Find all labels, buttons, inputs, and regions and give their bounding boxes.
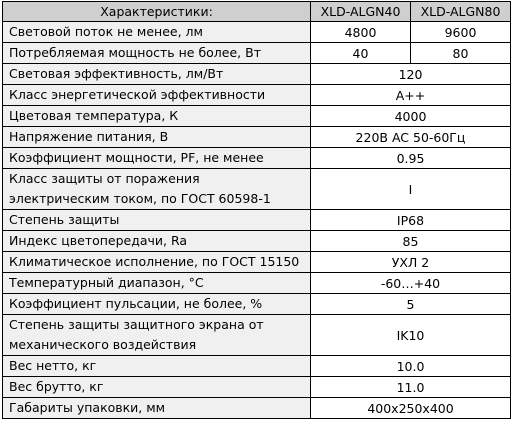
table-row <box>3 127 511 148</box>
row-label: Степень защиты защитного экрана от механического воздействия <box>3 315 311 356</box>
table-header-row <box>3 2 511 22</box>
row-value: 0.95 <box>311 148 511 169</box>
header-characteristics: Характеристики: <box>3 2 311 22</box>
row-value: 11.0 <box>311 377 511 398</box>
table-row <box>3 169 511 210</box>
table-row <box>3 106 511 127</box>
table-row <box>3 64 511 85</box>
table-row <box>3 85 511 106</box>
row-value-model-40: 4800 <box>311 22 411 43</box>
row-value: 400x250x400 <box>311 398 511 419</box>
row-label: Степень защиты <box>3 210 311 231</box>
table-row <box>3 148 511 169</box>
table-row <box>3 210 511 231</box>
row-value: -60…+40 <box>311 273 511 294</box>
table-row <box>3 252 511 273</box>
table-row <box>3 294 511 315</box>
row-value: 4000 <box>311 106 511 127</box>
row-value: 120 <box>311 64 511 85</box>
row-label: Коэффициент мощности, PF, не менее <box>3 148 311 169</box>
row-value: IP68 <box>311 210 511 231</box>
row-label: Напряжение питания, В <box>3 127 311 148</box>
row-value: I <box>311 169 511 210</box>
row-value: УХЛ 2 <box>311 252 511 273</box>
row-value-model-40: 40 <box>311 43 411 64</box>
table-row <box>3 356 511 377</box>
row-label: Климатическое исполнение, по ГОСТ 15150 <box>3 252 311 273</box>
row-value-model-80: 80 <box>411 43 511 64</box>
specifications-table <box>2 1 511 419</box>
row-label: Температурный диапазон, °С <box>3 273 311 294</box>
row-label: Коэффициент пульсации, не более, % <box>3 294 311 315</box>
row-label: Цветовая температура, К <box>3 106 311 127</box>
table-row <box>3 43 511 64</box>
row-value: 5 <box>311 294 511 315</box>
row-value: 85 <box>311 231 511 252</box>
row-value-model-80: 9600 <box>411 22 511 43</box>
row-label: Вес нетто, кг <box>3 356 311 377</box>
table-row <box>3 231 511 252</box>
row-value: A++ <box>311 85 511 106</box>
row-value: 10.0 <box>311 356 511 377</box>
row-label: Вес брутто, кг <box>3 377 311 398</box>
row-label: Потребляемая мощность не более, Вт <box>3 43 311 64</box>
row-value: 220В AC 50-60Гц <box>311 127 511 148</box>
row-label: Класс энергетической эффективности <box>3 85 311 106</box>
table-row <box>3 22 511 43</box>
row-value: IK10 <box>311 315 511 356</box>
table-row <box>3 273 511 294</box>
row-label: Габариты упаковки, мм <box>3 398 311 419</box>
table-row <box>3 315 511 356</box>
row-label: Световая эффективность, лм/Вт <box>3 64 311 85</box>
table-row <box>3 398 511 419</box>
table-row <box>3 377 511 398</box>
row-label: Класс защиты от поражения электрическим током, по ГОСТ 60598-1 <box>3 169 311 210</box>
row-label: Световой поток не менее, лм <box>3 22 311 43</box>
header-model-40: XLD-ALGN40 <box>311 2 411 22</box>
header-model-80: XLD-ALGN80 <box>411 2 511 22</box>
row-label: Индекс цветопередачи, Ra <box>3 231 311 252</box>
